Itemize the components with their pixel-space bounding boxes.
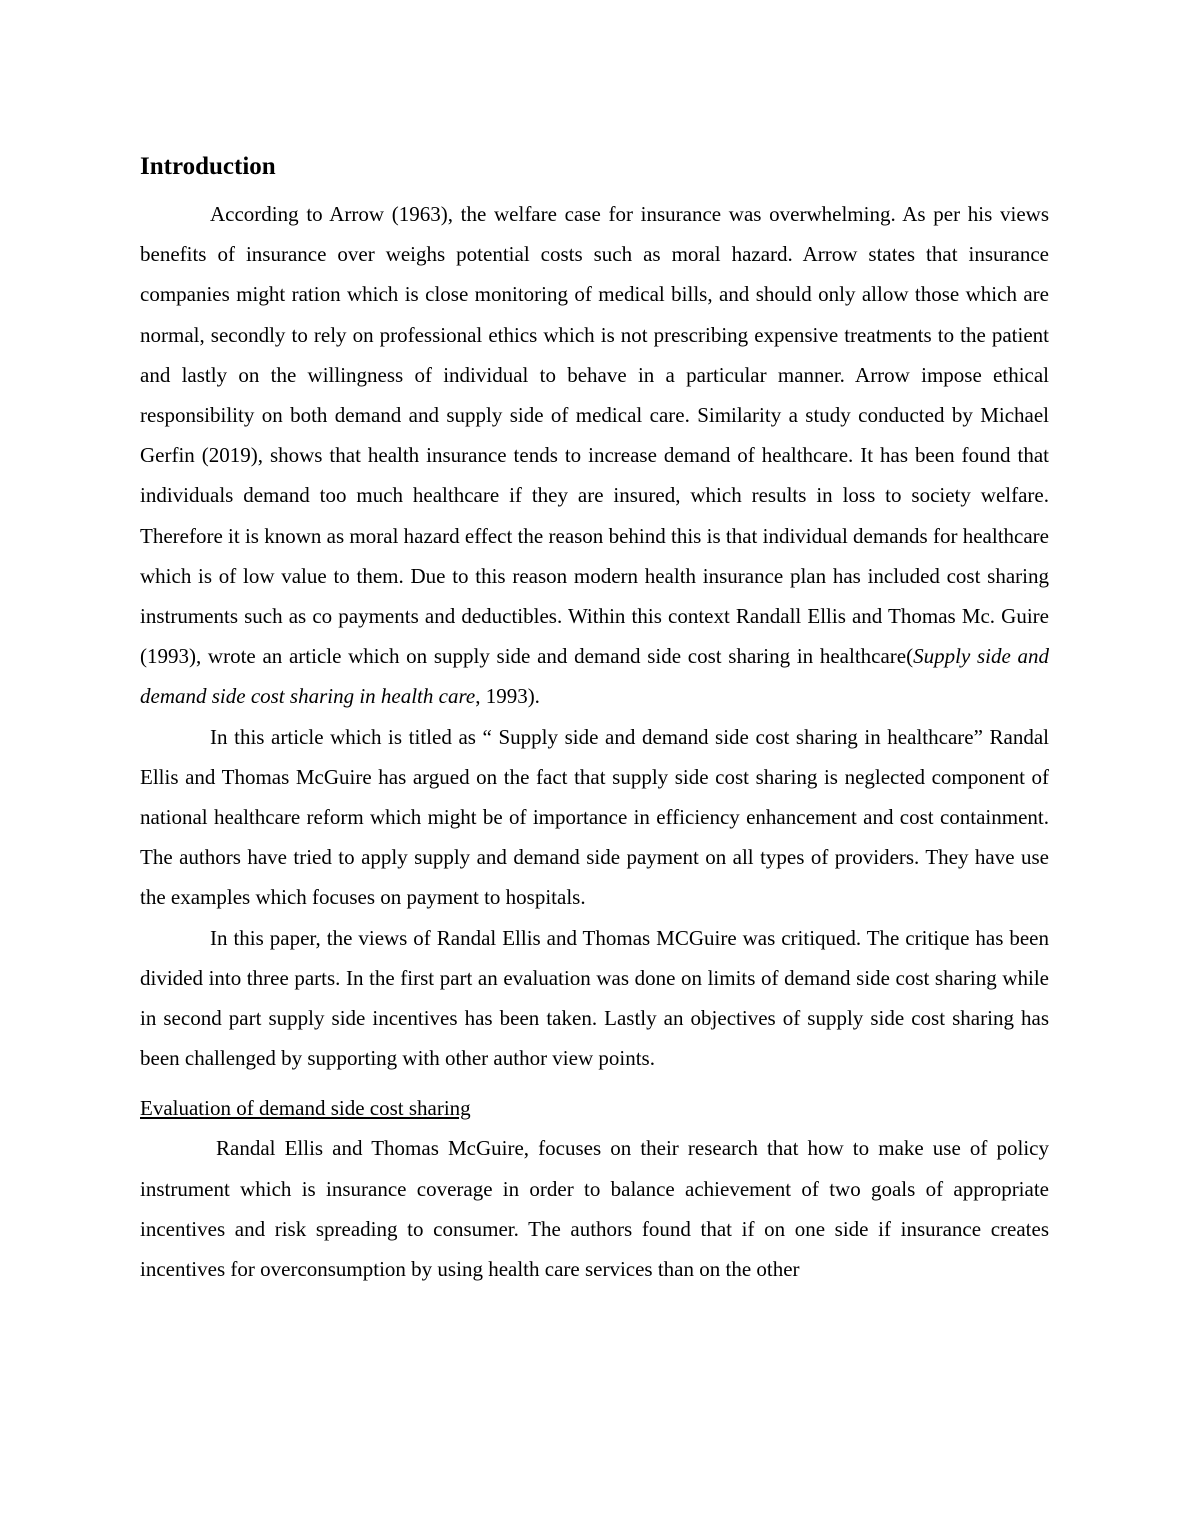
citation-tail: , 1993). (475, 684, 540, 709)
introduction-heading: Introduction (140, 153, 276, 180)
paragraph-text: According to Arrow (1963), the welfare case for insurance was overwhelming. As per his views benefits of insurance over weighs potential costs such as moral hazard. Arrow states that insurance companies might ration which is close monitoring of medical bills, and should only allow those which are normal, secondly to rely on professional ethics which is not prescribing expensive treatments to the patient and lastly on the willingness of individual to behave in a particular manner. Arrow impose ethical responsibility on both demand and supply side of medical care. Similarity a study conducted by Michael Gerfin (2019), shows that health insurance tends to increase demand of healthcare. It has been found that individuals demand too much healthcare if they are insured, which results in loss to society welfare. Therefore it is known as moral hazard effect the reason behind this is that individual demands for healthcare which is of low value to them. Due to this reason modern health insurance plan has included cost sharing instruments such as co payments and deductibles. Within this context Randall Ellis and Thomas Mc. Guire (1993), wrote an article which on supply side and demand side cost sharing in healthcare( (140, 202, 1049, 669)
paragraph-arrow-welfare (140, 194, 1049, 717)
paragraph-text: Randal Ellis and Thomas McGuire, focuses on their research that how to make use of policy instrument which is insurance coverage in order to balance achievement of two goals of appropriate incentives and risk spreading to consumer. The authors found that if on one side if insurance creates incentives for overconsumption by using health care services than on the other (140, 1136, 1049, 1282)
paragraph-critique-outline: In this paper, the views of Randal Ellis and Thomas MCGuire was critiqued. The critique has been divided into three parts. In the first part an evaluation was done on limits of demand side cost sharing while in second part supply side incentives has been taken. Lastly an objectives of supply side cost sharing has been challenged by supporting with other author view points. (140, 925, 1049, 1071)
paragraph-demand-side-evaluation (140, 1128, 1049, 1289)
citation-italic: Supply side and demand side cost sharing in health care (140, 644, 1050, 709)
document-page (140, 148, 1049, 1289)
paragraph-article-summary: In this article which is titled as “ Supply side and demand side cost sharing in healthcare” Randal Ellis and Thomas McGuire has argued on the fact that supply side cost sharing is neglected component of national healthcare reform which might be of importance in efficiency enhancement and cost containment. The authors have tried to apply supply and demand side payment on all types of providers. They have use the examples which focuses on payment to hospitals. (140, 724, 1049, 910)
subheading-demand-side: Evaluation of demand side cost sharing (140, 1096, 471, 1121)
